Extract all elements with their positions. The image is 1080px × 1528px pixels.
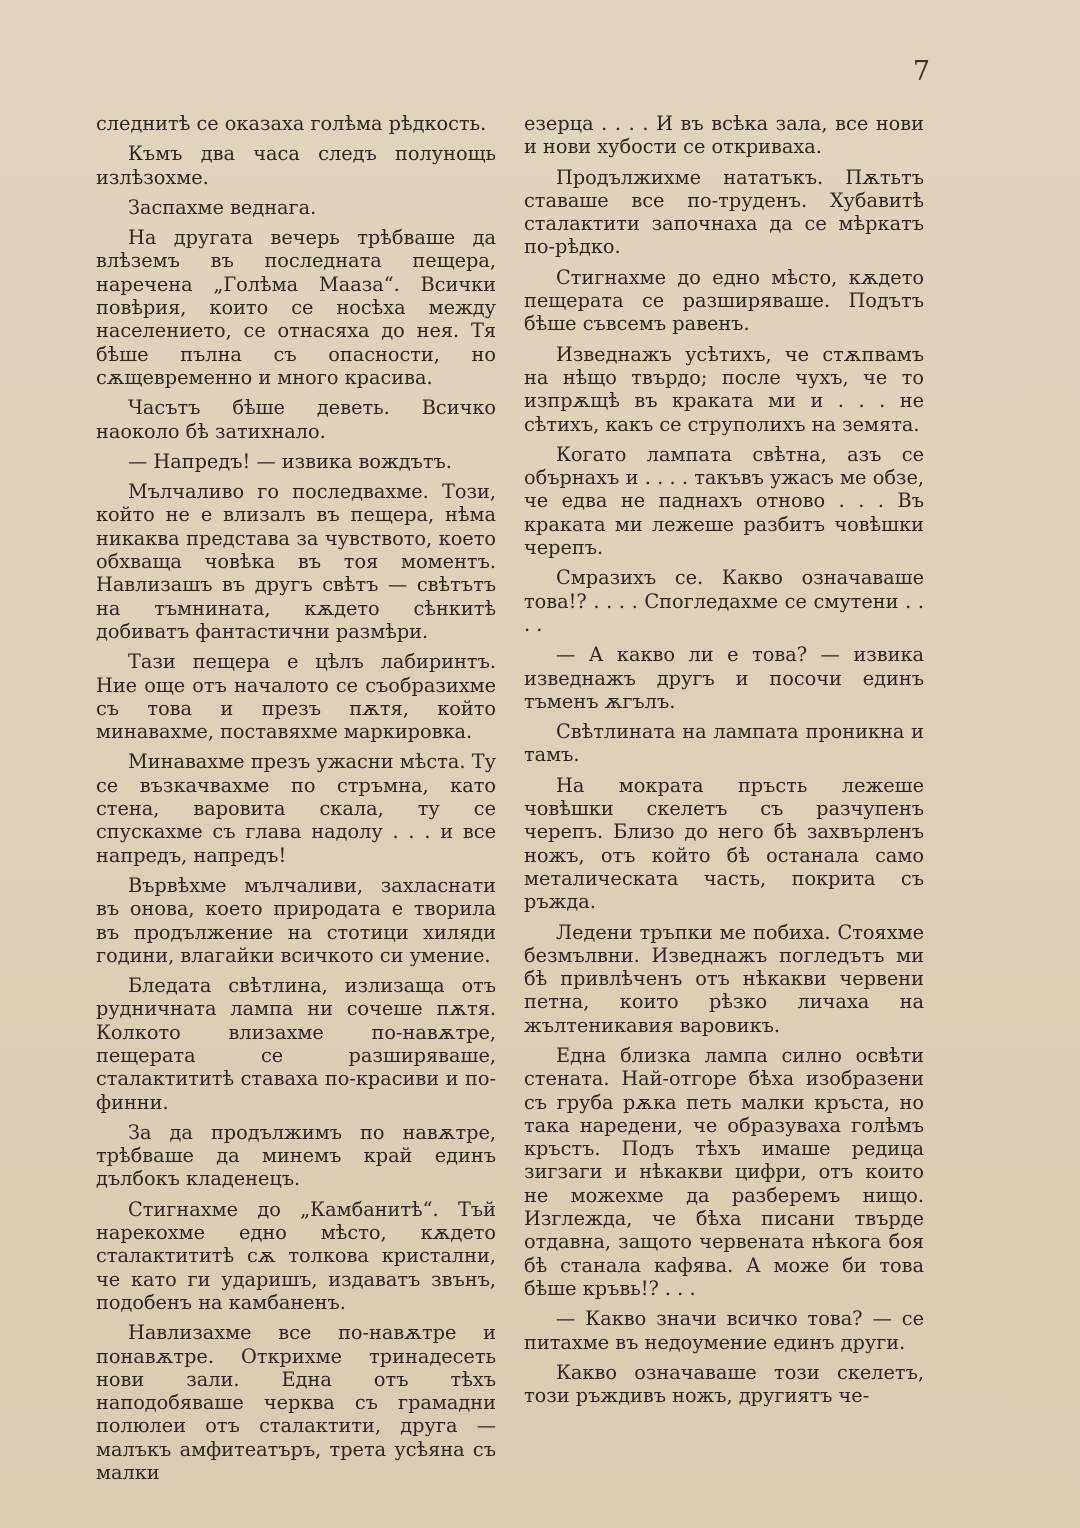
paragraph: Мълчаливо го последвахме. Този, който не е влизалъ въ пещера, нѣма никаква представа за чувството, което обхваща човѣка въ тоя моментъ. Навлизашъ въ другъ свѣтъ — свѣтътъ на тъмнината, кѫдето сѣнкитѣ добиватъ фантастични размѣри. bbox=[96, 480, 496, 643]
paragraph: — Какво значи всичко това? — се питахме въ недоумение единъ други. bbox=[524, 1307, 924, 1354]
paragraph: Една близка лампа силно освѣти стената. Най-отгоре бѣха изобразени съ груба рѫка петь малки кръста, но така наредени, че образуваха голѣмъ кръстъ. Подъ тѣхъ имаше редица зигзаги и нѣкакви цифри, отъ които не можехме да разберемъ нищо. Изглежда, че бѣха писани твърде отдавна, защото червената нѣкога боя бѣ станала кафява. А може би това бѣше кръвь!? . . . bbox=[524, 1043, 924, 1300]
paragraph: Свѣтлината на лампата проникна и тамъ. bbox=[524, 720, 924, 767]
page-number: 7 bbox=[912, 56, 930, 87]
paragraph: За да продължимъ по навѫтре, трѣбваше да минемъ край единъ дълбокъ кладенецъ. bbox=[96, 1120, 496, 1191]
paragraph: Часътъ бѣше деветь. Всичко наоколо бѣ затихнало. bbox=[96, 396, 496, 443]
paragraph: Какво означаваше този скелетъ, този ръждивъ ножъ, другиятъ че- bbox=[524, 1360, 924, 1408]
paragraph: Стигнахме до „Камбанитѣ“. Тъй нарекохме едно мѣсто, кѫдето сталактититѣ сѫ толкова кристални, че като ги ударишъ, издаватъ звънъ, подобенъ на камбаненъ. bbox=[96, 1197, 496, 1314]
right-column bbox=[524, 112, 924, 1414]
left-column bbox=[96, 112, 496, 1491]
paragraph: Тази пещера е цѣлъ лабиринтъ. Ние още отъ началото се съобразихме съ това и презъ пѫтя, който минавахме, поставяхме маркировка. bbox=[96, 650, 496, 744]
paragraph: Изведнажъ усѣтихъ, че стѫпвамъ на нѣщо твърдо; после чухъ, че то изпрѫщѣ въ краката ми и . . . не сѣтихъ, какъ се струполихъ на земята. bbox=[524, 342, 924, 436]
paragraph: Заспахме веднага. bbox=[128, 195, 317, 219]
paragraph: Ледени тръпки ме побиха. Стояхме безмълвни. Изведнажъ погледътъ ми бѣ привлѣченъ отъ нѣкакви червени петна, които рѣзко личаха на жълтеникавия варовикъ. bbox=[524, 920, 924, 1037]
paragraph: На мократа пръсть лежеше човѣшки скелетъ съ разчупенъ черепъ. Близо до него бѣ захвърленъ ножъ, отъ който бѣ останала само металическата часть, покрита съ ръжда. bbox=[524, 773, 924, 914]
paragraph: Вървѣхме мълчаливи, захласнати въ онова, което природата е творила въ продължение на стотици хиляди години, влагайки всичкото си умение. bbox=[96, 873, 496, 967]
paragraph: Навлизахме все по-навѫтре и понавѫтре. Открихме тринадесеть нови зали. Една отъ тѣхъ наподобяваше черква съ грамадни полюлеи отъ сталактити, друга — малъкъ амфитеатъръ, трета усѣяна съ малки bbox=[96, 1321, 496, 1485]
paragraph: Минавахме презъ ужасни мѣста. Ту се възкачвахме по стръмна, като стена, варовита скала, ту се спускахме съ глава надолу . . . и все напредъ, напредъ! bbox=[96, 750, 496, 867]
paragraph: Къмъ два часа следъ полунощь излѣзохме. bbox=[96, 142, 496, 189]
paragraph: Продължихме нататъкъ. Пѫтьтъ ставаше все по-труденъ. Хубавитѣ сталактити започнаха да се мѣркатъ по-рѣдко. bbox=[524, 165, 924, 259]
paragraph: На другата вечерь трѣбваше да влѣземъ въ последната пещера, наречена „Голѣма Мааза“. Всички повѣрия, които се носѣха между населението, се отнасяха до нея. Тя бѣше пълна съ опасности, но сѫщевременно и много красива. bbox=[96, 226, 496, 389]
paragraph: — А какво ли е това? — извика изведнажъ другъ и посочи единъ тъменъ ѫгълъ. bbox=[524, 643, 924, 713]
paragraph: Стигнахме до едно мѣсто, кѫдето пещерата се разширяваше. Подътъ бѣше съвсемъ равенъ. bbox=[524, 265, 924, 336]
paragraph: езерца . . . . И въ всѣка зала, все нови и нови хубости се откриваха. bbox=[524, 112, 924, 159]
paragraph: Когато лампата свѣтна, азъ се обърнахъ и . . . . такъвъ ужасъ ме обзе, че едва не паднахъ отново . . . Въ краката ми лежеше разбитъ човѣшки черепъ. bbox=[524, 442, 924, 560]
paragraph: Бледата свѣтлина, излизаща отъ рудничната лампа ни сочеше пѫтя. Колкото влизахме по-навѫтре, пещерата се разширяваше, сталактититѣ ставаха по-красиви и по-финни. bbox=[96, 974, 496, 1114]
paragraph: следнитѣ се оказаха голѣма рѣдкость. bbox=[96, 112, 487, 135]
paragraph: — Напредъ! — извика вождътъ. bbox=[128, 449, 452, 473]
paragraph: Смразихъ се. Какво означаваше това!? . . . . Спогледахме се смутени . . . . bbox=[524, 566, 924, 636]
